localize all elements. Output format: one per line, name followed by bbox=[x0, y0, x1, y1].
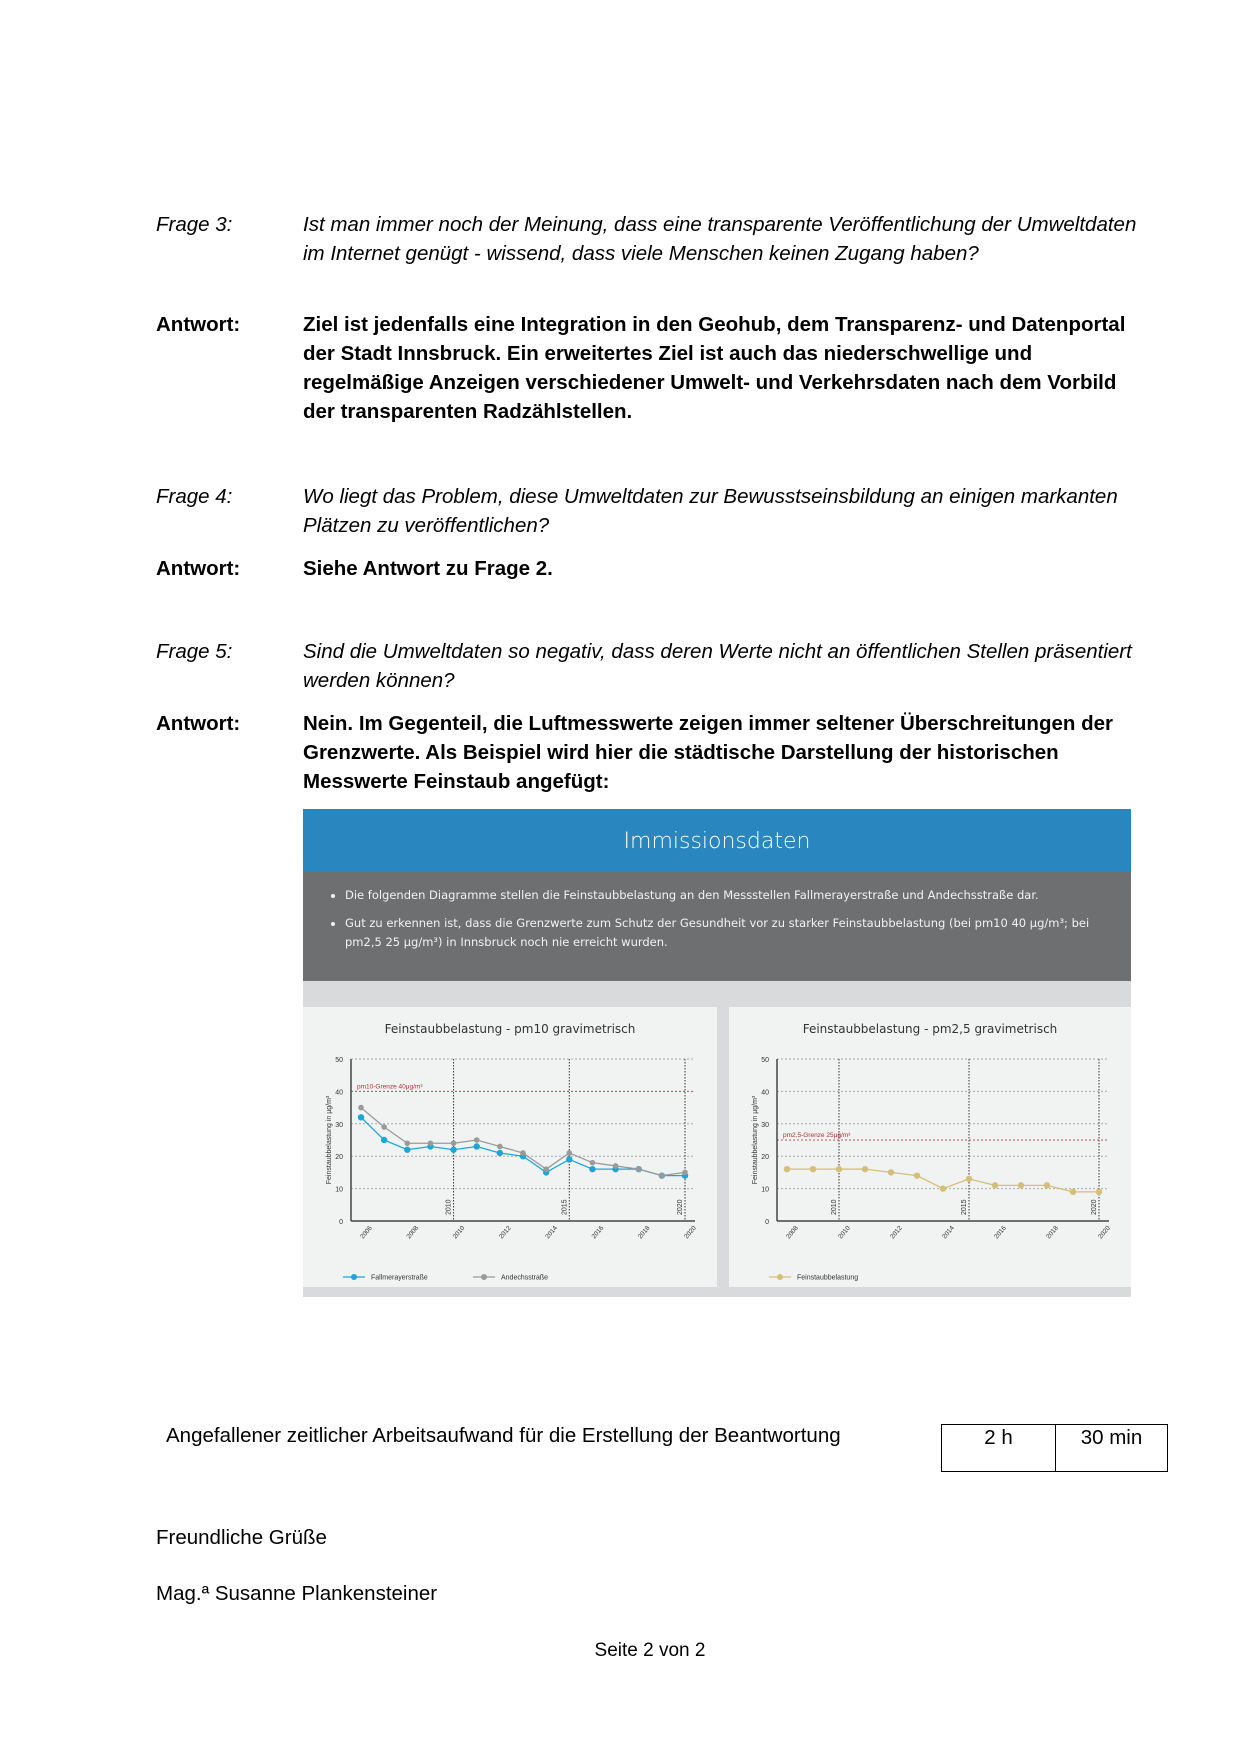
description-bullet: • Die folgenden Diagramme stellen die Feinstaubbelastung an den Messstellen Fallmerayerstraße und Andechsstraße dar. bbox=[345, 886, 1101, 905]
data-point bbox=[914, 1172, 920, 1178]
pm10-chart bbox=[303, 1007, 717, 1287]
data-point bbox=[590, 1160, 596, 1166]
data-point bbox=[404, 1140, 410, 1146]
y-tick-label: 20 bbox=[761, 1154, 769, 1162]
description-bullet: • Gut zu erkennen ist, dass die Grenzwerte zum Schutz der Gesundheit vor zu starker Feinstaubbelastung (bei pm10 40 µg/m³; bei pm2,5 25 µg/m³) in Innsbruck noch nie erreicht wurden. bbox=[345, 914, 1101, 952]
x-tick-label: 2018 bbox=[1045, 1224, 1060, 1241]
year-marker-label: 2020 bbox=[1091, 1199, 1098, 1215]
question-label: Frage 5: bbox=[156, 640, 233, 663]
answer-5 bbox=[156, 709, 1146, 796]
data-point bbox=[381, 1124, 387, 1130]
question-3 bbox=[156, 210, 1146, 268]
y-axis-label: Feinstaubbelastung in µg/m³ bbox=[752, 1095, 759, 1185]
effort-hours: 2 h bbox=[941, 1424, 1056, 1472]
y-tick-label: 40 bbox=[335, 1089, 343, 1097]
signature: Mag.ª Susanne Plankensteiner bbox=[156, 1582, 438, 1605]
data-point bbox=[358, 1105, 364, 1111]
data-point bbox=[543, 1166, 549, 1172]
data-point bbox=[1096, 1189, 1102, 1195]
data-point bbox=[566, 1156, 572, 1162]
x-tick-label: 2016 bbox=[993, 1224, 1008, 1241]
x-tick-label: 2012 bbox=[498, 1224, 513, 1241]
threshold-label: pm10-Grenze 40µg/m³ bbox=[357, 1083, 423, 1091]
data-point bbox=[966, 1176, 972, 1182]
data-point bbox=[589, 1166, 595, 1172]
x-tick-label: 2014 bbox=[941, 1224, 956, 1241]
answer-label: Antwort: bbox=[156, 712, 241, 735]
question-label: Frage 4: bbox=[156, 485, 233, 508]
data-point bbox=[659, 1173, 665, 1179]
x-tick-label: 2016 bbox=[590, 1224, 606, 1241]
figure-description bbox=[303, 872, 1131, 981]
y-tick-label: 50 bbox=[761, 1057, 769, 1064]
data-point bbox=[682, 1170, 688, 1176]
figure-title: Immissionsdaten bbox=[303, 809, 1131, 872]
data-point bbox=[836, 1166, 842, 1172]
data-point bbox=[636, 1166, 642, 1172]
legend-marker bbox=[351, 1274, 357, 1280]
question-text: Wo liegt das Problem, diese Umweltdaten zur Bewusstseinsbildung an einigen markanten Plätzen zu veröffentlichen? bbox=[303, 485, 1118, 537]
data-point bbox=[404, 1147, 410, 1153]
answer-text: Ziel ist jedenfalls eine Integration in den Geohub, dem Transparenz- und Datenportal der Stadt Innsbruck. Ein erweitertes Ziel ist auch das niederschwellige und regelmäßige Anzeigen verschiedener Umwelt- und Verkehrsdaten nach dem Vorbild der transparenten Radzählstellen. bbox=[303, 313, 1126, 423]
data-point bbox=[862, 1166, 868, 1172]
data-point bbox=[1070, 1189, 1076, 1195]
data-point bbox=[474, 1137, 480, 1143]
question-text: Ist man immer noch der Meinung, dass eine transparente Veröffentlichung der Umweltdaten im Internet genügt - wissend, dass viele Menschen keinen Zugang haben? bbox=[303, 213, 1137, 265]
question-text: Sind die Umweltdaten so negativ, dass deren Werte nicht an öffentlichen Stellen präsentiert werden können? bbox=[303, 640, 1132, 692]
y-tick-label: 10 bbox=[335, 1186, 343, 1194]
x-tick-label: 2018 bbox=[636, 1224, 652, 1241]
question-5 bbox=[156, 637, 1146, 695]
data-point bbox=[992, 1182, 998, 1188]
y-tick-label: 20 bbox=[335, 1154, 343, 1162]
year-marker-label: 2010 bbox=[831, 1199, 838, 1215]
answer-text: Nein. Im Gegenteil, die Luftmesswerte zeigen immer seltener Überschreitungen der Grenzwerte. Als Beispiel wird hier die städtische Darstellung der historischen Messwerte Feinstaub angefügt: bbox=[303, 712, 1113, 793]
y-tick-label: 30 bbox=[761, 1121, 769, 1129]
pm25-chart-panel bbox=[729, 1007, 1131, 1287]
question-label: Frage 3: bbox=[156, 213, 233, 236]
answer-3 bbox=[156, 310, 1146, 426]
data-point bbox=[1044, 1182, 1050, 1188]
x-tick-label: 2010 bbox=[451, 1224, 467, 1241]
data-point bbox=[451, 1140, 457, 1146]
x-tick-label: 2010 bbox=[837, 1224, 852, 1241]
x-tick-label: 2008 bbox=[405, 1224, 421, 1241]
x-tick-label: 2020 bbox=[1097, 1224, 1112, 1241]
series-line-Fallmerayerstraße bbox=[361, 1117, 685, 1175]
y-tick-label: 30 bbox=[335, 1121, 343, 1129]
closing: Freundliche Grüße bbox=[156, 1526, 327, 1549]
effort-label: Angefallener zeitlicher Arbeitsaufwand für die Erstellung der Beantwortung bbox=[166, 1424, 841, 1447]
legend-marker bbox=[481, 1274, 487, 1280]
data-point bbox=[566, 1150, 572, 1156]
data-point bbox=[784, 1166, 790, 1172]
y-tick-label: 40 bbox=[761, 1089, 769, 1097]
data-point bbox=[474, 1143, 480, 1149]
year-marker-label: 2015 bbox=[961, 1199, 968, 1215]
year-marker-label: 2020 bbox=[677, 1199, 684, 1215]
pm25-chart bbox=[729, 1007, 1131, 1287]
data-point bbox=[888, 1169, 894, 1175]
legend-label: Fallmerayerstraße bbox=[371, 1274, 428, 1282]
data-point bbox=[1018, 1182, 1024, 1188]
chart-title: Feinstaubbelastung - pm10 gravimetrisch bbox=[384, 1022, 636, 1036]
data-point bbox=[810, 1166, 816, 1172]
data-point bbox=[428, 1140, 434, 1146]
data-point bbox=[497, 1150, 503, 1156]
year-marker-label: 2015 bbox=[561, 1199, 569, 1215]
immissionsdaten-figure bbox=[303, 809, 1131, 1297]
data-point bbox=[381, 1137, 387, 1143]
chart-title: Feinstaubbelastung - pm2,5 gravimetrisch bbox=[802, 1022, 1058, 1036]
y-tick-label: 50 bbox=[335, 1057, 343, 1064]
legend-label: Andechsstraße bbox=[501, 1274, 549, 1282]
year-marker-label: 2010 bbox=[445, 1199, 453, 1215]
x-tick-label: 2006 bbox=[359, 1224, 374, 1241]
pm10-chart-panel bbox=[303, 1007, 717, 1287]
data-point bbox=[450, 1147, 456, 1153]
threshold-label: pm2,5-Grenze 25µg/m³ bbox=[783, 1132, 851, 1139]
effort-minutes: 30 min bbox=[1055, 1424, 1168, 1472]
question-4 bbox=[156, 482, 1146, 540]
x-tick-label: 2020 bbox=[683, 1224, 698, 1241]
y-tick-label: 0 bbox=[339, 1219, 343, 1226]
answer-4 bbox=[156, 554, 1146, 583]
data-point bbox=[497, 1144, 503, 1150]
data-point bbox=[940, 1185, 946, 1191]
y-tick-label: 10 bbox=[761, 1186, 769, 1194]
x-tick-label: 2008 bbox=[785, 1224, 800, 1241]
y-axis-label: Feinstaubbelastung in µg/m³ bbox=[326, 1095, 333, 1185]
legend-marker bbox=[777, 1274, 783, 1280]
y-tick-label: 0 bbox=[765, 1219, 769, 1226]
data-point bbox=[613, 1163, 619, 1169]
x-tick-label: 2014 bbox=[544, 1224, 559, 1241]
page-footer: Seite 2 von 2 bbox=[594, 1640, 706, 1661]
answer-label: Antwort: bbox=[156, 557, 241, 580]
legend-label: Feinstaubbelastung bbox=[797, 1274, 859, 1282]
data-point bbox=[358, 1114, 364, 1120]
series-line-Andechsstraße bbox=[361, 1108, 685, 1176]
answer-label: Antwort: bbox=[156, 313, 241, 336]
data-point bbox=[520, 1150, 526, 1156]
answer-text: Siehe Antwort zu Frage 2. bbox=[303, 557, 553, 580]
x-tick-label: 2012 bbox=[889, 1224, 904, 1241]
